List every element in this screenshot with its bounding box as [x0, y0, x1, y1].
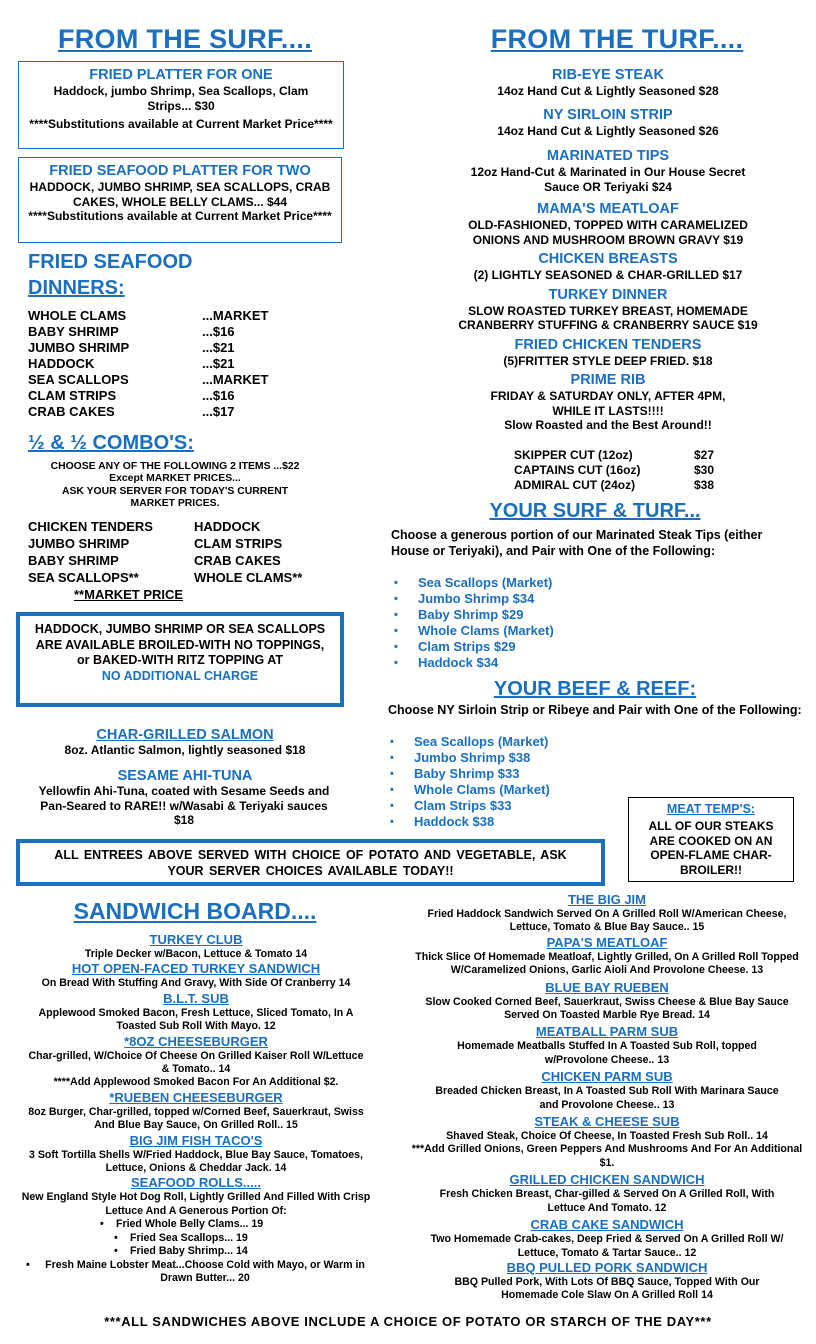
prime-rib-cuts	[514, 448, 714, 493]
seafood-roll-item: • Fried Sea Scallops... 19	[114, 1231, 248, 1244]
turf-item-name: MAMA'S MEATLOAF	[537, 201, 679, 217]
broiled-notice-charge: NO ADDITIONAL CHARGE	[101, 668, 259, 683]
salmon-name: CHAR-GRILLED SALMON	[96, 727, 274, 743]
sandwich-note: ****Add Applewood Smoked Bacon For An Additional $2.	[53, 1076, 339, 1089]
cut-row: SKIPPER CUT (12oz) $27	[514, 448, 715, 462]
turf-item-desc: (2) LIGHTLY SEASONED & CHAR-GRILLED $17	[473, 268, 743, 282]
sandwich-name: HOT OPEN-FACED TURKEY SANDWICH	[71, 961, 321, 977]
surf-turf-item: • Haddock $34	[394, 655, 499, 670]
sandwich-desc: Fried Haddock Sandwich Served On A Grilled Roll W/American Cheese, Lettuce, Tomato & Blue Bay Sauce.. 15	[427, 908, 787, 934]
surf-turf-title: YOUR SURF & TURF...	[489, 500, 701, 522]
combo-line2: Except MARKET PRICES...	[109, 473, 241, 485]
sandwich-name: BBQ PULLED PORK SANDWICH	[506, 1259, 708, 1275]
turf-items	[430, 66, 786, 433]
surf-title: FROM THE SURF....	[57, 24, 313, 54]
sandwich-desc: 8oz Burger, Char-grilled, topped w/Corned Beef, Sauerkraut, Swiss And Blue Bay Sauce, On Grilled Roll.. 15	[28, 1105, 364, 1132]
surf-turf-item: • Clam Strips $29	[394, 639, 516, 654]
platter-one-desc: Haddock, jumbo Shrimp, Sea Scallops, Clam Strips... $30	[53, 84, 309, 113]
broiled-notice-text: HADDOCK, JUMBO SHRIMP OR SEA SCALLOPS ARE AVAILABLE BROILED-WITH NO TOPPINGS, or BAKED-WITH RITZ TOPPING AT	[34, 622, 326, 667]
tuna-desc: Yellowfin Ahi-Tuna, coated with Sesame Seeds and Pan-Seared to RARE!! w/Wasabi & Teriyaki sauces $18	[38, 784, 330, 827]
turf-title: FROM THE TURF....	[490, 24, 744, 54]
sandwich-footer: ***ALL SANDWICHES ABOVE INCLUDE A CHOICE OF POTATO OR STARCH OF THE DAY***	[104, 1314, 712, 1329]
turf-item-desc: 14oz Hand Cut & Lightly Seasoned $28	[497, 84, 719, 98]
dinners-list	[28, 308, 318, 420]
tuna-name: SESAME AHI-TUNA	[117, 768, 253, 784]
turf-item-name: MARINATED TIPS	[546, 148, 670, 164]
dinner-row: CLAM STRIPS ...$16	[28, 388, 235, 403]
sandwich-name: CHICKEN PARM SUB	[541, 1069, 673, 1085]
surf-turf-item: • Baby Shrimp $29	[394, 607, 524, 622]
combo-item: HADDOCK	[194, 519, 261, 534]
surf-turf-item: • Jumbo Shrimp $34	[394, 591, 535, 606]
combo-heading: ½ & ½ COMBO'S:	[28, 432, 194, 454]
combo-item: JUMBO SHRIMP	[28, 536, 130, 551]
sandwich-name: GRILLED CHICKEN SANDWICH	[509, 1172, 705, 1188]
beef-reef-item: • Jumbo Shrimp $38	[390, 750, 531, 765]
platter-one-note: ****Substitutions available at Current Market Price****	[29, 117, 333, 131]
meat-temp-title: MEAT TEMP'S:	[666, 802, 756, 816]
sandwich-name: BIG JIM FISH TACO'S	[129, 1132, 263, 1148]
platter-two-box	[18, 157, 342, 243]
turf-item-name: RIB-EYE STEAK	[552, 67, 664, 83]
seafood-roll-item: • Fried Whole Belly Clams... 19	[100, 1218, 264, 1231]
prime-rib-name: PRIME RIB	[570, 372, 646, 388]
seafood-roll-item: • Fried Baby Shrimp... 14	[114, 1245, 248, 1258]
surf-turf-item: • Sea Scallops (Market)	[394, 575, 553, 590]
combo-left-column	[28, 518, 194, 586]
sandwich-name: *8OZ CHEESEBURGER	[124, 1033, 268, 1049]
beef-reef-title: YOUR BEEF & REEF:	[493, 678, 697, 700]
sandwich-desc: Char-grilled, W/Choice Of Cheese On Grilled Kaiser Roll W/Lettuce & Tomato.. 14	[28, 1049, 364, 1076]
surf-turf-intro: Choose a generous portion of our Marinated Steak Tips (either House or Teriyaki), and Pair with One of the Following:	[391, 528, 763, 558]
sandwich-name: PAPA'S MEATLOAF	[546, 934, 668, 950]
sandwich-desc: Triple Decker w/Bacon, Lettuce & Tomato 14	[84, 948, 308, 960]
sandwich-desc: Thick Slice Of Homemade Meatloaf, Lightly Grilled, On A Grilled Roll Topped W/Caramelized Onions, Garlic Aioli And Provolone Cheese. 13	[415, 950, 799, 977]
dinner-row: BABY SHRIMP ...$16	[28, 324, 235, 339]
combo-line1: CHOOSE ANY OF THE FOLLOWING 2 ITEMS ...$22	[50, 461, 300, 472]
beef-reef-item: • Sea Scallops (Market)	[390, 734, 549, 749]
meat-temp-text: ALL OF OUR STEAKS ARE COOKED ON AN OPEN-FLAME CHAR-BROILER!!	[648, 819, 774, 877]
surf-turf-item: • Whole Clams (Market)	[394, 623, 554, 638]
sandwich-desc: BBQ Pulled Pork, With Lots Of BBQ Sauce, Topped With Our Homemade Cole Slaw On A Grilled Roll 14	[454, 1275, 760, 1302]
cut-row: CAPTAINS CUT (16oz) $30	[514, 463, 715, 477]
combo-market-note: **MARKET PRICE	[74, 587, 184, 602]
turf-item-name: FRIED CHICKEN TENDERS	[514, 336, 702, 353]
turf-item-name: NY SIRLOIN STRIP	[543, 106, 673, 123]
beef-reef-item: • Clam Strips $33	[390, 798, 512, 813]
beef-reef-item: • Baby Shrimp $33	[390, 766, 520, 781]
cut-row: ADMIRAL CUT (24oz) $38	[514, 478, 715, 492]
combo-line3: ASK YOUR SERVER FOR TODAY'S CURRENT MARKET PRICES.	[61, 485, 289, 510]
surf-turf-list	[392, 575, 692, 671]
combo-item: WHOLE CLAMS**	[194, 570, 303, 585]
sandwich-note: ***Add Grilled Onions, Green Peppers And Mushrooms And For An Additional $1.	[411, 1143, 803, 1169]
sandwich-desc: On Bread With Stuffing And Gravy, With Side Of Cranberry 14	[41, 977, 351, 990]
combo-description	[16, 461, 334, 511]
turf-item-name: TURKEY DINNER	[548, 286, 668, 303]
dinner-row: HADDOCK ...$21	[28, 356, 235, 371]
beef-reef-list	[388, 734, 618, 830]
sandwich-desc: Slow Cooked Corned Beef, Sauerkraut, Swiss Cheese & Blue Bay Sauce Served On Toasted Marble Rye Bread. 14	[425, 995, 789, 1022]
sandwich-desc: 3 Soft Tortilla Shells W/Fried Haddock, Blue Bay Sauce, Tomatoes, Lettuce, Onions & Cheddar Jack. 14	[29, 1148, 363, 1175]
seafood-rolls-list	[100, 1218, 378, 1258]
combo-items	[28, 518, 302, 586]
beef-reef-item: • Whole Clams (Market)	[390, 782, 550, 797]
sandwich-name: STEAK & CHEESE SUB	[534, 1114, 680, 1130]
sandwich-desc: Shaved Steak, Choice Of Cheese, In Toasted Fresh Sub Roll.. 14	[446, 1130, 768, 1143]
dinner-row: SEA SCALLOPS ...MARKET	[28, 372, 269, 387]
sandwich-name: *RUEBEN CHEESEBURGER	[109, 1089, 283, 1105]
prime-rib-desc: FRIDAY & SATURDAY ONLY, AFTER 4PM, WHILE IT LASTS!!!!	[490, 389, 726, 418]
sandwich-title: SANDWICH BOARD....	[73, 898, 317, 924]
sandwich-desc: Two Homemade Crab-cakes, Deep Fried & Served On A Grilled Roll W/ Lettuce, Tomato & Tartar Sauce.. 12	[430, 1233, 784, 1259]
sandwich-name: THE BIG JIM	[567, 892, 646, 907]
sandwich-name: TURKEY CLUB	[149, 932, 243, 947]
sandwich-desc: Breaded Chicken Breast, In A Toasted Sub Roll With Marinara Sauce and Provolone Cheese.. 13	[435, 1085, 779, 1111]
broiled-notice-box	[16, 612, 344, 707]
combo-right-column	[194, 518, 302, 586]
dinner-row: JUMBO SHRIMP ...$21	[28, 340, 235, 355]
dinner-row: WHOLE CLAMS ...MARKET	[28, 308, 269, 323]
lobster-roll-item: • Fresh Maine Lobster Meat...Choose Cold with Mayo, or Warm in Drawn Butter... 20	[26, 1258, 365, 1284]
sandwich-left-column	[14, 932, 378, 1285]
beef-reef-intro: Choose NY Sirloin Strip or Ribeye and Pair with One of the Following:	[388, 703, 802, 717]
sandwich-name: BLUE BAY RUEBEN	[545, 979, 669, 995]
platter-one-name: FRIED PLATTER FOR ONE	[89, 67, 273, 83]
dinners-heading-line1: FRIED SEAFOOD	[28, 251, 193, 273]
platter-two-note: ****Substitutions available at Current Market Price****	[28, 209, 332, 223]
beef-reef-item: • Haddock $38	[390, 814, 495, 829]
entrees-note-text: ALL ENTREES ABOVE SERVED WITH CHOICE OF POTATO AND VEGETABLE, ASK YOUR SERVER CHOICES AVAILABLE TODAY!!	[54, 848, 567, 878]
entrees-note-box	[16, 839, 605, 886]
sandwich-name: CRAB CAKE SANDWICH	[530, 1217, 684, 1233]
combo-item: CRAB CAKES	[194, 553, 281, 568]
sandwich-desc: Homemade Meatballs Stuffed In A Toasted Sub Roll, topped w/Provolone Cheese.. 13	[457, 1040, 757, 1066]
dinners-heading	[28, 249, 192, 301]
turf-item-desc: OLD-FASHIONED, TOPPED WITH CARAMELIZED ONIONS AND MUSHROOM BROWN GRAVY $19	[468, 218, 748, 247]
platter-one-box	[18, 61, 344, 149]
meat-temp-box	[628, 797, 794, 882]
combo-item: BABY SHRIMP	[28, 553, 119, 568]
turf-item-desc: SLOW ROASTED TURKEY BREAST, HOMEMADE CRANBERRY STUFFING & CRANBERRY SAUCE $19	[458, 303, 758, 332]
dinner-row: CRAB CAKES ...$17	[28, 404, 235, 419]
combo-item: SEA SCALLOPS**	[28, 570, 139, 585]
sandwich-right-column	[410, 892, 804, 1303]
sandwich-desc: Fresh Chicken Breast, Char-gilled & Served On A Grilled Roll, With Lettuce And Tomato. 12	[439, 1188, 775, 1214]
prime-rib-desc2: Slow Roasted and the Best Around!!	[504, 418, 712, 432]
combo-item: CHICKEN TENDERS	[28, 519, 153, 534]
dinners-heading-line2: DINNERS:	[28, 277, 125, 299]
turf-item-name: CHICKEN BREASTS	[538, 251, 678, 267]
turf-item-desc: (5)FRITTER STYLE DEEP FRIED. $18	[503, 353, 713, 368]
sandwich-name: SEAFOOD ROLLS.....	[130, 1175, 261, 1191]
salmon-desc: 8oz. Atlantic Salmon, lightly seasoned $18	[64, 743, 306, 757]
sandwich-name: B.L.T. SUB	[163, 990, 229, 1006]
turf-item-desc: 12oz Hand-Cut & Marinated in Our House Secret Sauce OR Teriyaki $24	[470, 165, 746, 194]
sandwich-desc: Applewood Smoked Bacon, Fresh Lettuce, Sliced Tomato, In A Toasted Sub Roll With Mayo. 12	[38, 1006, 354, 1033]
combo-item: CLAM STRIPS	[194, 536, 283, 551]
turf-item-desc: 14oz Hand Cut & Lightly Seasoned $26	[497, 123, 719, 138]
platter-two-name: FRIED SEAFOOD PLATTER FOR TWO	[49, 163, 311, 179]
sandwich-name: MEATBALL PARM SUB	[535, 1024, 679, 1040]
platter-two-desc: HADDOCK, JUMBO SHRIMP, SEA SCALLOPS, CRAB CAKES, WHOLE BELLY CLAMS... $44	[29, 180, 331, 209]
sandwich-desc: New England Style Hot Dog Roll, Lightly Grilled And Filled With Crisp Lettuce And A Generous Portion Of:	[21, 1191, 371, 1217]
